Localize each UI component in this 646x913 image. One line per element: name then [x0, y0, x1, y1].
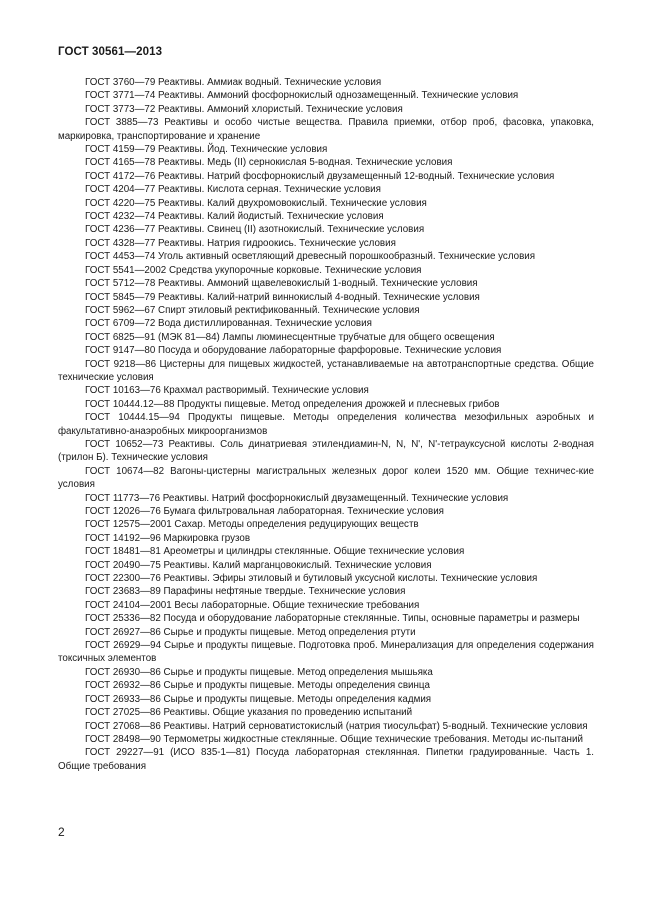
reference-item: ГОСТ 4172—76 Реактивы. Натрий фосфорнокислый двузамещенный 12-водный. Технические условия — [85, 170, 555, 182]
reference-item: ГОСТ 5962—67 Спирт этиловый ректификованный. Технические условия — [85, 304, 420, 316]
reference-item: ГОСТ 12026—76 Бумага фильтровальная лабораторная. Технические условия — [85, 506, 444, 517]
reference-item: ГОСТ 25336—82 Посуда и оборудование лабораторные стеклянные. Типы, основные параметры и размеры — [85, 613, 580, 625]
reference-item: ГОСТ 10674—82 Вагоны-цистерны магистральных железных дорог колеи 1520 мм. Общие техничес-кие условия — [58, 465, 594, 491]
reference-item: ГОСТ 5541—2002 Средства укупорочные корковые. Технические условия — [85, 264, 422, 276]
reference-item: ГОСТ 3771—74 Реактивы. Аммоний фосфорнокислый однозамещенный. Технические условия — [85, 90, 519, 102]
reference-item: ГОСТ 26930—86 Сырье и продукты пищевые. Метод определения мышьяка — [85, 666, 433, 678]
reference-item: ГОСТ 18481—81 Ареометры и цилиндры стеклянные. Общие технические условия — [85, 546, 465, 558]
reference-item: ГОСТ 3760—79 Реактивы. Аммиак водный. Технические условия — [85, 77, 382, 88]
reference-item: ГОСТ 4232—74 Реактивы. Калий йодистый. Технические условия — [85, 211, 384, 223]
reference-item: ГОСТ 3885—73 Реактивы и особо чистые вещества. Правила приемки, отбор проб, фасовка, упаковка, маркировка, транспортирование и хранение — [58, 117, 594, 142]
reference-item: ГОСТ 26927—86 Сырье и продукты пищевые. Метод определения ртути — [85, 626, 416, 638]
reference-item: ГОСТ 10444.12—88 Продукты пищевые. Метод определения дрожжей и плесневых грибов — [85, 398, 500, 410]
reference-item: ГОСТ 9147—80 Посуда и оборудование лабораторные фарфоровые. Технические условия — [85, 345, 502, 357]
reference-item: ГОСТ 29227—91 (ИСО 835-1—81) Посуда лабораторная стеклянная. Пипетки градуированные. Часть 1. Общие требования — [58, 747, 594, 772]
reference-item: ГОСТ 5845—79 Реактивы. Калий-натрий виннокислый 4-водный. Технические условия — [85, 291, 480, 303]
reference-item: ГОСТ 4204—77 Реактивы. Кислота серная. Технические условия — [85, 184, 381, 196]
reference-item: ГОСТ 4236—77 Реактивы. Свинец (II) азотнокислый. Технические условия — [85, 224, 425, 236]
reference-item: ГОСТ 24104—2001 Весы лабораторные. Общие технические требования — [85, 599, 420, 611]
reference-item: ГОСТ 26929—94 Сырье и продукты пищевые. Подготовка проб. Минерализация для определения содержания токсичных элементов — [58, 640, 594, 665]
normative-references-list — [58, 76, 594, 773]
reference-item: ГОСТ 26932—86 Сырье и продукты пищевые. Методы определения свинца — [85, 680, 430, 692]
reference-item: ГОСТ 4220—75 Реактивы. Калий двухромовокислый. Технические условия — [85, 197, 427, 209]
reference-item: ГОСТ 23683—89 Парафины нефтяные твердые. Технические условия — [85, 586, 406, 598]
reference-item: ГОСТ 22300—76 Реактивы. Эфиры этиловый и бутиловый уксусной кислоты. Технические условия — [85, 573, 538, 585]
reference-item: ГОСТ 26933—86 Сырье и продукты пищевые. Методы определения кадмия — [85, 693, 432, 705]
reference-item: ГОСТ 4453—74 Уголь активный осветляющий древесный порошкообразный. Технические условия — [85, 251, 536, 263]
reference-item: ГОСТ 10444.15—94 Продукты пищевые. Методы определения количества мезофильных аэробных и факультативно-анаэробных микроорганизмов — [58, 412, 594, 437]
reference-item: ГОСТ 6825—91 (МЭК 81—84) Лампы люминесцентные трубчатые для общего освещения — [85, 331, 495, 343]
reference-item: ГОСТ 20490—75 Реактивы. Калий марганцовокислый. Технические условия — [85, 559, 432, 571]
reference-item: ГОСТ 3773—72 Реактивы. Аммоний хлористый. Технические условия — [85, 103, 403, 115]
reference-item: ГОСТ 11773—76 Реактивы. Натрий фосфорнокислый двузамещенный. Технические условия — [85, 492, 509, 504]
reference-item: ГОСТ 14192—96 Маркировка грузов — [85, 532, 251, 544]
reference-item: ГОСТ 6709—72 Вода дистиллированная. Технические условия — [85, 318, 372, 330]
reference-item: ГОСТ 9218—86 Цистерны для пищевых жидкостей, устанавливаемые на автотранспортные средства. Общие технические условия — [58, 358, 594, 383]
reference-item: ГОСТ 10163—76 Крахмал растворимый. Технические условия — [85, 385, 369, 397]
reference-item: ГОСТ 5712—78 Реактивы. Аммоний щавелевокислый 1-водный. Технические условия — [85, 278, 478, 290]
reference-item: ГОСТ 4165—78 Реактивы. Медь (II) сернокислая 5-водная. Технические условия — [85, 157, 453, 169]
reference-item: ГОСТ 12575—2001 Сахар. Методы определения редуцирующих веществ — [85, 519, 419, 531]
page-number: 2 — [58, 825, 65, 839]
reference-item: ГОСТ 4328—77 Реактивы. Натрия гидроокись. Технические условия — [85, 237, 396, 249]
reference-item: ГОСТ 4159—79 Реактивы. Йод. Технические условия — [85, 144, 328, 156]
reference-item: ГОСТ 10652—73 Реактивы. Соль динатриевая этилендиамин-N, N, N', N'-тетрауксусной кислоты 2-водная (трилон Б). Технические условия — [58, 438, 594, 464]
standard-header: ГОСТ 30561—2013 — [58, 46, 163, 58]
reference-item: ГОСТ 28498—90 Термометры жидкостные стеклянные. Общие технические требования. Методы ис-пытаний — [85, 733, 583, 745]
reference-item: ГОСТ 27068—86 Реактивы. Натрий серноватистокислый (натрия тиосульфат) 5-водный. Технические условия — [85, 720, 588, 732]
reference-item: ГОСТ 27025—86 Реактивы. Общие указания по проведению испытаний — [85, 707, 413, 719]
